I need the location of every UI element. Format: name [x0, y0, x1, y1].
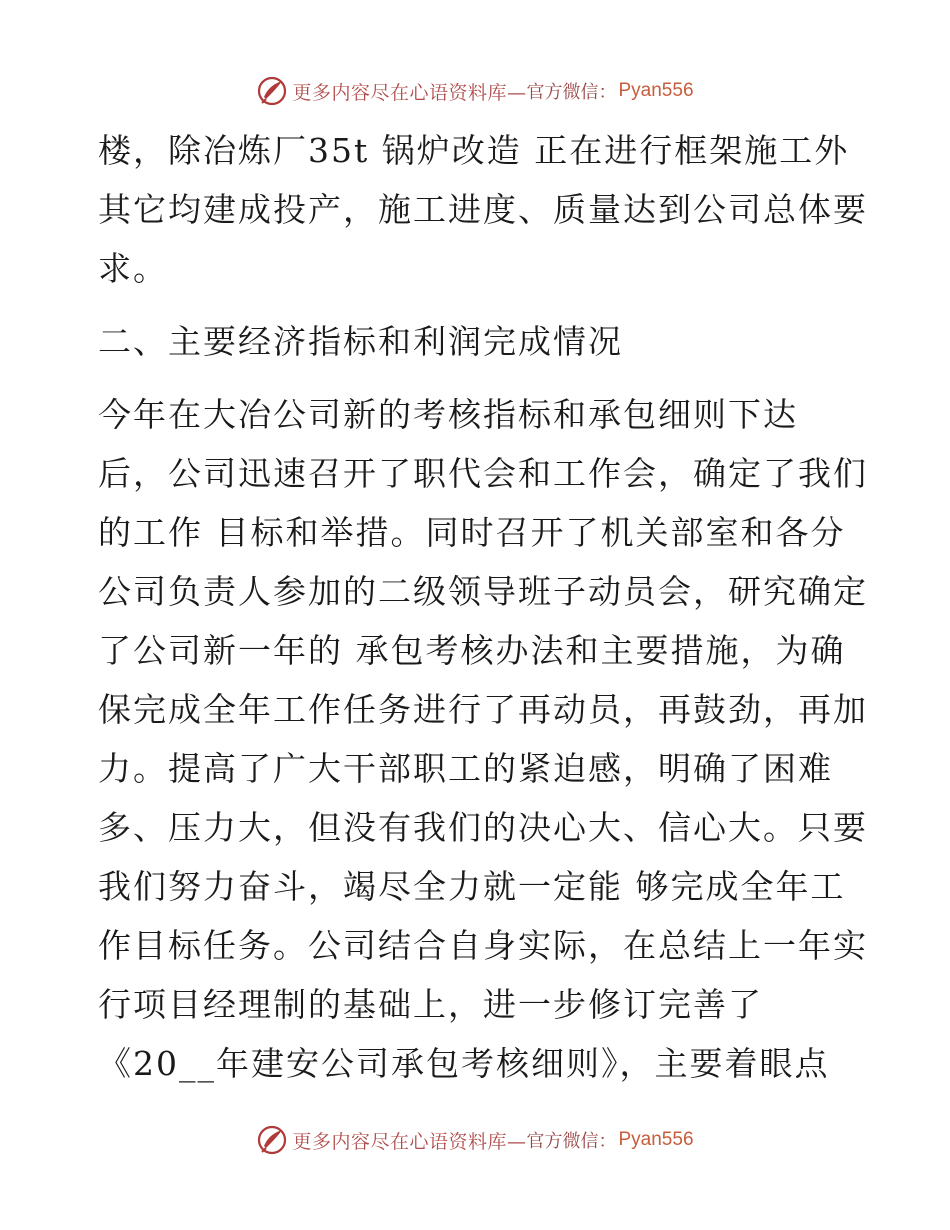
- body-line: 了公司新一年的 承包考核办法和主要措施，为确: [98, 631, 846, 670]
- body-line: 其它均建成投产，施工进度、质量达到公司总体要: [98, 190, 868, 229]
- footer-title: 更多内容尽在心语资料库—: [292, 1130, 527, 1153]
- header-wechat-label: 官方微信：: [526, 82, 617, 103]
- body-line: 力。提高了广大干部职工的紧迫感，明确了困难: [98, 749, 833, 788]
- pen-logo-icon: [256, 1124, 288, 1156]
- body-line: 多、压力大，但没有我们的决心大、信心大。只要: [98, 808, 868, 847]
- header-banner: [0, 73, 950, 109]
- body-line: 公司负责人参加的二级领导班子动员会，研究确定: [98, 572, 868, 611]
- body-line: 今年在大冶公司新的考核指标和承包细则下达: [98, 395, 798, 434]
- header-wechat-id: Pyan556: [618, 80, 694, 101]
- section-heading: 二、主要经济指标和利润完成情况: [98, 322, 623, 361]
- pen-logo-icon: [256, 75, 288, 107]
- body-line: 后，公司迅速召开了职代会和工作会，确定了我们: [98, 454, 868, 493]
- footer-wechat-label: 官方微信：: [526, 1131, 617, 1152]
- body-line: 行项目经理制的基础上，进一步修订完善了: [98, 985, 763, 1024]
- body-line: 保完成全年工作任务进行了再动员，再鼓劲，再加: [98, 690, 868, 729]
- body-line: 我们努力奋斗，竭尽全力就一定能 够完成全年工: [98, 867, 846, 906]
- header-title: 更多内容尽在心语资料库—: [292, 81, 527, 104]
- document-body: [98, 121, 868, 1093]
- footer-wechat-id: Pyan556: [618, 1129, 694, 1150]
- body-line: 作目标任务。公司结合自身实际，在总结上一年实: [98, 926, 868, 965]
- body-line: 《20__年建安公司承包考核细则》，主要着眼点: [98, 1044, 830, 1083]
- body-line: 楼，除冶炼厂35t 锅炉改造 正在进行框架施工外: [98, 131, 850, 170]
- body-line: 求。: [98, 249, 168, 288]
- footer-banner: [0, 1122, 950, 1158]
- body-line: 的工作 目标和举措。同时召开了机关部室和各分: [98, 513, 846, 552]
